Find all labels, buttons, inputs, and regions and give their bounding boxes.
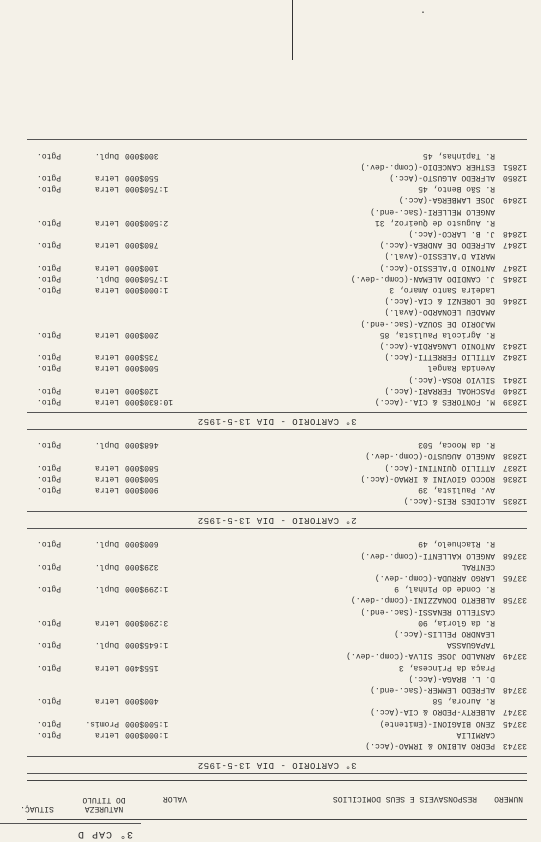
- section-rule: [27, 412, 527, 413]
- responsible-name: Avenida Rangel: [427, 363, 495, 373]
- register-row: [17, 572, 527, 582]
- entry-value: 550$000: [125, 173, 159, 182]
- entry-number: 33748: [502, 685, 527, 694]
- register-row: [17, 650, 527, 660]
- responsible-name: ANGELO AUGUSTO-(Comp.-dev.): [365, 451, 495, 461]
- register-row: [17, 695, 527, 705]
- entry-status: Pgto.: [36, 352, 61, 362]
- register-row: [17, 450, 527, 460]
- entry-value: 1:000$000: [125, 285, 169, 294]
- entry-status: Pgto.: [36, 662, 61, 672]
- entry-number: 12849: [502, 195, 527, 205]
- title-type: Letra: [94, 485, 119, 494]
- entry-value: 1:500$000: [125, 718, 169, 728]
- entry-value: 100$000: [125, 262, 159, 272]
- section-title: 3° CARTORIO - DIA 13-5-1952: [197, 416, 357, 426]
- entry-status: Pgto.: [36, 718, 61, 728]
- responsible-name: ALFREDO ALGUSTO-(Acc.): [389, 173, 495, 182]
- section-rule: [27, 773, 527, 774]
- register-row: [17, 273, 527, 283]
- title-type: Dupl.: [94, 561, 119, 571]
- register-row: [17, 606, 527, 616]
- entry-value: 500$000: [125, 363, 159, 373]
- responsible-name: R. Agricola Paulista, 85: [379, 329, 495, 339]
- responsible-name: Ladeira Santo Amaro, 3: [389, 285, 495, 294]
- entry-value: 600$000: [125, 539, 159, 549]
- entry-value: 1:645$000: [125, 640, 169, 650]
- responsible-name: Av. Paulista, 39: [418, 485, 495, 494]
- register-row: [17, 484, 527, 494]
- register-row: [17, 262, 527, 272]
- entry-value: 580$000: [125, 462, 159, 472]
- register-row: [17, 729, 527, 739]
- entry-status: Pgto.: [36, 273, 61, 283]
- entry-value: 1:299$000: [125, 584, 169, 594]
- title-type: Dupl.: [94, 640, 119, 650]
- title-type: Letra: [94, 363, 119, 373]
- responsible-name: R. Tapinhas, 45: [422, 150, 495, 160]
- title-type: Letra: [94, 285, 119, 294]
- entry-number: 12847: [502, 262, 527, 272]
- entry-number: 12841: [502, 374, 527, 384]
- header-number: NUMERO: [494, 794, 523, 803]
- responsible-name: LEANDRO PELLIS-(Acc.): [394, 629, 495, 638]
- header-status: SITUAÇ.: [20, 804, 54, 813]
- register-row: [17, 362, 527, 372]
- entry-status: Pgto.: [36, 584, 61, 594]
- register-row: [17, 250, 527, 260]
- responsible-name: ALFREDO DE ANDREA-(Acc.): [379, 240, 495, 250]
- responsible-name: ATTILIO QUINTINI-(Acc.): [384, 462, 495, 472]
- register-row: [17, 217, 527, 227]
- entry-status: Pgto.: [36, 462, 61, 472]
- entry-number: 12846: [502, 296, 527, 306]
- entry-status: Pgto.: [36, 539, 61, 549]
- title-type: Letra: [94, 462, 119, 472]
- entry-number: 12840: [502, 385, 527, 395]
- entry-status: Pgto.: [36, 485, 61, 494]
- header-title: NATUREZA DO TITULO: [82, 795, 126, 813]
- register-row: [17, 538, 527, 548]
- responsible-name: R. Conde do Pinhal, 9: [394, 584, 495, 594]
- responsible-name: MARIA D'ALESSIO-(Aval.): [384, 251, 495, 261]
- title-type: Letra: [94, 217, 119, 227]
- binding-line: [292, 0, 293, 60]
- entry-number: 33765: [502, 573, 527, 582]
- register-row: [17, 284, 527, 294]
- register-row: [17, 306, 527, 316]
- entry-status: Pgto.: [36, 640, 61, 650]
- responsible-name: ATTILIO FERRETTI-(Acc.): [384, 352, 495, 362]
- responsible-name: ALBERTO DONAZZINI-(Comp.-dev.): [350, 595, 495, 605]
- entry-value: 500$000: [125, 473, 159, 483]
- title-type: Letra: [94, 329, 119, 339]
- register-row: [17, 628, 527, 638]
- entry-number: 12839: [502, 397, 527, 406]
- title-type: Letra: [94, 617, 119, 627]
- register-row: [17, 318, 527, 328]
- section-rule: [27, 528, 527, 529]
- section-title: 2° CARTORIO - DIA 13-5-1952: [197, 515, 357, 526]
- responsible-name: CASTELLO RENASSI-(Sac.-end.): [360, 606, 495, 616]
- register-row: [17, 740, 527, 750]
- register-row: [17, 639, 527, 649]
- title-type: Letra: [94, 173, 119, 182]
- entry-number: 12837: [502, 462, 527, 472]
- entry-status: Pgto.: [36, 217, 61, 227]
- register-row: [17, 194, 527, 204]
- register-row: [17, 396, 527, 406]
- entry-value: 200$000: [125, 329, 159, 339]
- responsible-name: ALCIDES REIS-(Acc.): [403, 496, 495, 506]
- responsible-name: ESTHER CANCEDIO-(Comp.-dev.): [360, 161, 495, 171]
- entry-number: 33758: [502, 595, 527, 605]
- responsible-name: ZENO BIAGIONI-(Emitente): [379, 718, 495, 728]
- register-row: [17, 239, 527, 249]
- entry-status: Pgto.: [36, 397, 61, 406]
- responsible-name: D. L. BRAGA-(Acc.): [408, 673, 495, 683]
- title-type: Letra: [94, 696, 119, 706]
- bottom-rule: [27, 139, 527, 140]
- top-strip: [0, 823, 141, 842]
- responsible-name: TAPAGUASSA: [446, 640, 495, 650]
- entry-number: 12848: [502, 229, 527, 238]
- register-row: [17, 340, 527, 350]
- entry-status: Pgto.: [36, 329, 61, 339]
- title-type: Promis.: [85, 718, 119, 728]
- register-row: [17, 561, 527, 571]
- responsible-name: ANGELO KALLENTI-(Comp.-dev.): [360, 550, 495, 560]
- entry-value: 2:500$000: [125, 217, 169, 227]
- responsible-name: LARGO ARRUDA-(Comp.-dev.): [374, 573, 495, 582]
- entry-number: 33768: [502, 550, 527, 560]
- entry-value: 735$000: [125, 352, 159, 362]
- register-row: [17, 295, 527, 305]
- entry-status: Pgto.: [36, 617, 61, 627]
- entry-status: Pgto.: [36, 240, 61, 250]
- title-type: Letra: [94, 729, 119, 739]
- responsible-name: J. B. LARCO-(Acc.): [408, 229, 495, 238]
- title-type: Dupl.: [94, 539, 119, 549]
- responsible-name: CARMILIA: [456, 729, 495, 739]
- entry-value: 329$000: [125, 561, 159, 571]
- register-row: [17, 374, 527, 384]
- entry-value: 155$400: [125, 662, 159, 672]
- title-type: Letra: [94, 473, 119, 483]
- responsible-name: R. Aurora, 58: [432, 696, 495, 706]
- stray-mark: ·: [420, 8, 427, 19]
- entry-status: Pgto.: [36, 150, 61, 160]
- entry-value: 300$000: [125, 150, 159, 160]
- entry-number: 12843: [502, 341, 527, 350]
- responsible-name: SILVIO ROSA-(Acc.): [408, 374, 495, 384]
- section-rule: [27, 511, 527, 512]
- entry-value: 3:290$000: [125, 617, 169, 627]
- responsible-name: J. CANDIDO ALEMAN-(Comp.-dev.): [350, 273, 495, 283]
- table-header: [20, 780, 527, 820]
- top-strip-label: 3° CAP D: [76, 828, 133, 839]
- responsible-name: ROCCO GIOVINI & IRMÃO-(Acc.): [360, 473, 495, 483]
- entry-value: 468$000: [125, 440, 159, 450]
- register-row: [17, 329, 527, 339]
- entry-number: 12851: [502, 161, 527, 171]
- entry-number: 12836: [502, 473, 527, 483]
- entry-value: 780$000: [125, 240, 159, 250]
- responsible-name: Praça da Princesa, 3: [398, 662, 495, 672]
- title-type: Letra: [94, 240, 119, 250]
- responsible-name: ANTONIO D'ALESSIO-(Acc.): [379, 262, 495, 272]
- entry-number: 12835: [502, 496, 527, 506]
- title-type: Letra: [94, 352, 119, 362]
- entry-status: Pgto.: [36, 729, 61, 739]
- register-row: [17, 351, 527, 361]
- register-row: [17, 172, 527, 182]
- section-title: 3° CARTORIO - DIA 13-5-1952: [197, 760, 357, 770]
- register-row: [17, 662, 527, 672]
- title-type: Letra: [94, 262, 119, 272]
- register-row: [17, 473, 527, 483]
- responsible-name: CENTRAL: [461, 561, 495, 571]
- title-type: Letra: [94, 184, 119, 194]
- responsible-name: R. Riachuelo, 49: [418, 539, 495, 549]
- register-row: [17, 673, 527, 683]
- entry-status: Pgto.: [36, 561, 61, 571]
- entry-status: Pgto.: [36, 440, 61, 450]
- entry-number: 12838: [502, 451, 527, 461]
- entry-status: Pgto.: [36, 385, 61, 395]
- entry-number: 12845: [502, 273, 527, 283]
- entry-number: 33749: [502, 651, 527, 661]
- section-rule: [27, 429, 527, 430]
- responsible-name: R. Augusto de Queiroz, 31: [374, 217, 495, 227]
- entry-status: Pgto.: [36, 285, 61, 294]
- responsible-name: PASCHOAL FERRARI-(Acc.): [384, 385, 495, 395]
- entry-number: 33745: [502, 718, 527, 728]
- entry-value: 1:750$000: [125, 273, 169, 283]
- register-row: [17, 385, 527, 395]
- register-row: [17, 462, 527, 472]
- register-row: [17, 594, 527, 604]
- entry-number: 12847: [502, 240, 527, 250]
- register-row: [17, 150, 527, 160]
- entry-number: 12842: [502, 352, 527, 362]
- title-type: Letra: [94, 397, 119, 406]
- responsible-name: M. FONTORES & CIA.-(Acc.): [374, 397, 495, 406]
- responsible-name: PEDRO ALBINO & IRMÃO-(Acc.): [365, 741, 495, 750]
- register-row: [17, 583, 527, 593]
- responsible-name: R. da Mooca, 503: [418, 440, 495, 450]
- title-type: Letra: [94, 385, 119, 395]
- entry-status: Pgto.: [36, 184, 61, 194]
- register-row: [17, 228, 527, 238]
- register-row: [17, 706, 527, 716]
- responsible-name: MAJORIO DE SOUZA-(Sac.-end.): [360, 318, 495, 328]
- entry-status: Pgto.: [36, 696, 61, 706]
- entry-status: Pgto.: [36, 363, 61, 373]
- register-row: [17, 206, 527, 216]
- responsible-name: ARNALDO JOSÉ SILVA-(Comp.-dev.): [346, 651, 495, 661]
- header-name: RESPONSAVEIS E SEUS DOMICILIOS: [332, 794, 477, 803]
- title-type: Dupl.: [94, 584, 119, 594]
- responsible-name: ANTONIO LANGARDIA-(Acc.): [379, 341, 495, 350]
- entry-value: 400$000: [125, 696, 159, 706]
- register-row: [17, 684, 527, 694]
- entry-number: 33743: [502, 741, 527, 750]
- register-row: [17, 550, 527, 560]
- register-row: [17, 718, 527, 728]
- responsible-name: ALFREDO LEMMER-(Sac.-end.): [370, 685, 495, 694]
- entry-value: 10:830$000: [125, 397, 174, 406]
- section-rule: [27, 756, 527, 757]
- entry-value: 1:000$000: [125, 729, 169, 739]
- responsible-name: R. São Bento, 45: [418, 184, 495, 194]
- title-type: Letra: [94, 662, 119, 672]
- title-type: Dupl.: [94, 440, 119, 450]
- register-row: [17, 495, 527, 505]
- responsible-name: AMADEU LEONARDO-(Aval.): [384, 307, 495, 317]
- entry-status: Pgto.: [36, 173, 61, 182]
- entry-value: 120$000: [125, 385, 159, 395]
- title-type: Dupl.: [94, 273, 119, 283]
- register-row: [17, 617, 527, 627]
- entry-status: Pgto.: [36, 262, 61, 272]
- entry-number: 12850: [502, 173, 527, 182]
- register-row: [17, 439, 527, 449]
- register-row: [17, 183, 527, 193]
- entry-value: 1:750$000: [125, 184, 169, 194]
- entry-value: 900$000: [125, 485, 159, 494]
- entry-status: Pgto.: [36, 473, 61, 483]
- header-value: VALOR: [162, 794, 187, 803]
- responsible-name: JOSÉ LAMBERGA-(Acc.): [398, 195, 495, 205]
- responsible-name: R. da Gloria, 90: [418, 617, 495, 627]
- entry-number: 33747: [502, 707, 527, 717]
- title-type: Dupl.: [94, 150, 119, 160]
- responsible-name: DE LORENZI & CIA-(Acc.): [384, 296, 495, 306]
- responsible-name: ALBERTY-PEDRO & CIA-(Acc.): [370, 707, 495, 717]
- responsible-name: ANGELO MELLERI-(Sac.-end.): [370, 206, 495, 216]
- register-row: [17, 161, 527, 171]
